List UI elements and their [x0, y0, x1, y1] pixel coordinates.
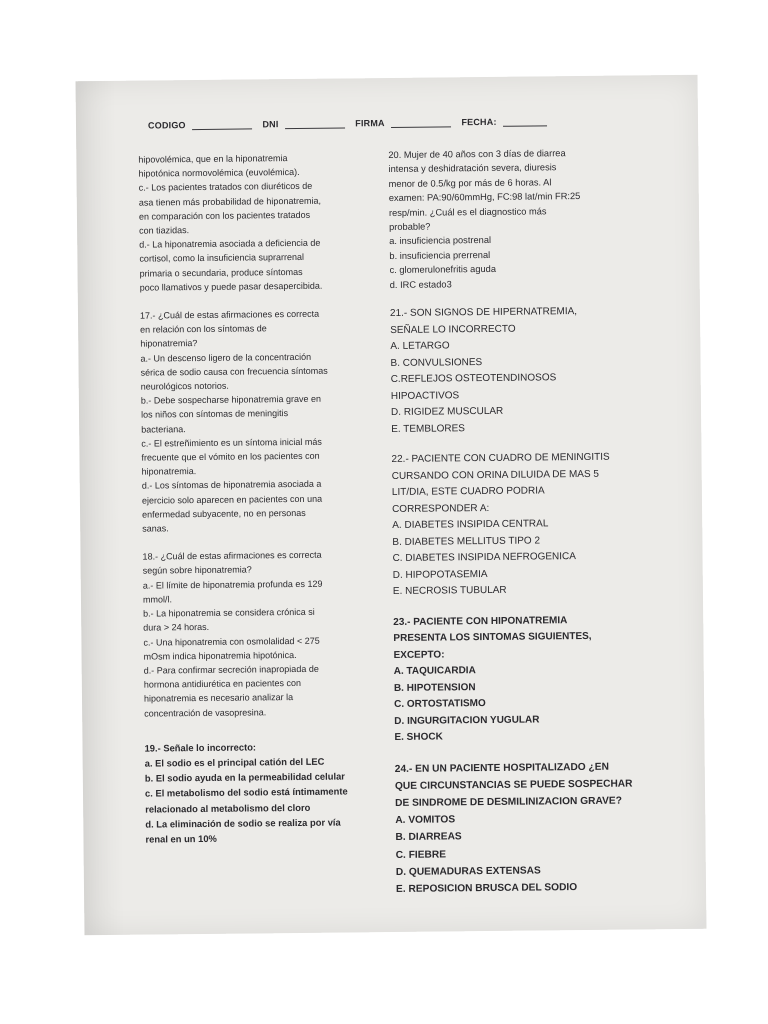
question-line: según sobre hiponatremia?: [142, 564, 252, 577]
question-line: con tiazidas.: [139, 225, 190, 236]
question-line: D. QUEMADURAS EXTENSAS: [395, 865, 541, 878]
question-line: b. El sodio ayuda en la permeabilidad celular: [144, 770, 345, 784]
question-line: SEÑALE LO INCORRECTO: [390, 323, 516, 336]
question-line: A. TAQUICARDIA: [393, 665, 476, 678]
question-line: enfermedad subyacente, no en personas: [142, 507, 306, 520]
question-line: E. TEMBLORES: [391, 422, 465, 435]
question-line: D. RIGIDEZ MUSCULAR: [390, 405, 504, 419]
question-16-continuation: [138, 150, 379, 295]
question-line: C. FIEBRE: [395, 849, 447, 861]
question-line: en comparación con los pacientes tratados: [138, 209, 311, 222]
dni-blank: [285, 127, 345, 129]
question-line: hiponatremia es necesario analizar la: [143, 692, 294, 704]
question-line: C. DIABETES INSIPIDA NEFROGENICA: [392, 551, 576, 565]
exam-header: [148, 116, 588, 131]
firma-blank: [391, 126, 451, 128]
question-line: neurológicos notorios.: [140, 380, 229, 392]
question-line: a.- Un descenso ligero de la concentración: [140, 351, 312, 364]
question-line: c.- El estreñimiento es un síntoma inicial más: [141, 436, 322, 449]
question-line: c. El metabolismo del sodio está íntimamente: [144, 785, 348, 799]
question-line: A. DIABETES INSIPIDA CENTRAL: [392, 518, 549, 532]
question-line: D. INGURGITACION YUGULAR: [394, 714, 540, 727]
question-23: [393, 612, 634, 747]
question-line: a. El sodio es el principal catión del LEC: [144, 755, 325, 769]
question-line: B. DIABETES MELLITUS TIPO 2: [392, 535, 541, 548]
question-line: bacteriana.: [141, 423, 186, 435]
question-line: E. REPOSICION BRUSCA DEL SODIO: [395, 882, 578, 895]
question-line: dura > 24 horas.: [143, 622, 210, 633]
question-24: [395, 758, 636, 898]
question-line: B. CONVULSIONES: [390, 356, 483, 369]
question-line: E. SHOCK: [394, 731, 443, 744]
question-line: c.- Los pacientes tratados con diuréticos de: [138, 181, 313, 194]
question-line: poco llamativos y puede pasar desapercibida.: [139, 280, 323, 293]
question-line: examen: PA:90/60mmHg, FC:98 lat/min FR:25: [388, 191, 581, 204]
question-line: A. LETARGO: [390, 340, 450, 353]
question-stem-line: 24.- EN UN PACIENTE HOSPITALIZADO ¿EN: [394, 761, 609, 775]
fecha-label: FECHA:: [461, 116, 497, 128]
question-line: EXCEPTO:: [393, 649, 445, 661]
question-line: renal en un 10%: [145, 832, 217, 845]
fecha-blank: [503, 125, 547, 126]
question-line: en relación con los síntomas de: [140, 323, 267, 335]
question-line: d.- Los síntomas de hiponatremia asociada a: [141, 479, 322, 492]
question-stem-line: hipovolémica, que en la hiponatremia: [138, 153, 288, 165]
question-line: asa tienen más probabilidad de hiponatremia,: [138, 195, 321, 208]
question-line: frecuente que el vómito en los pacientes con: [141, 450, 320, 463]
question-line: LIT/DIA, ESTE CUADRO PODRIA: [391, 485, 545, 499]
question-line: d. La eliminación de sodio se realiza por vía: [145, 816, 341, 830]
question-line: A. VOMITOS: [395, 814, 456, 827]
question-line: E. NECROSIS TUBULAR: [392, 584, 507, 598]
question-line: hipotónica normovolémica (euvolémica).: [138, 167, 300, 179]
question-line: B. HIPOTENSION: [393, 681, 476, 694]
question-stem-line: 18.- ¿Cuál de estas afirmaciones es correcta: [142, 550, 322, 562]
question-line: HIPOACTIVOS: [390, 389, 460, 402]
question-line: d.- La hiponatremia asociada a deficiencia de: [139, 237, 321, 250]
question-stem-line: 22.- PACIENTE CON CUADRO DE MENINGITIS: [391, 451, 610, 466]
question-line: C. ORTOSTATISMO: [394, 698, 486, 711]
question-line: hiponatremia?: [140, 338, 198, 350]
dni-label: DNI: [262, 119, 279, 130]
question-line: sérica de sodio causa con frecuencia síntomas: [140, 365, 328, 378]
question-line: a. insuficiencia postrenal: [389, 235, 492, 247]
question-line: b.- La hiponatremia se considera crónica si: [143, 606, 315, 619]
question-line: ejercicio solo aparecen en pacientes con una: [141, 493, 323, 506]
question-line: relacionado al metabolismo del cloro: [145, 801, 311, 815]
question-line: menor de 0.5/kg por más de 6 horas. Al: [388, 177, 552, 189]
question-line: hormona antidiurética en pacientes con: [143, 678, 302, 690]
codigo-label: CODIGO: [147, 120, 186, 131]
question-stem-line: 23.- PACIENTE CON HIPONATREMIA: [393, 614, 568, 628]
question-line: resp/min. ¿Cuál es el diagnostico más: [388, 205, 547, 218]
question-line: PRESENTA LOS SINTOMAS SIGUIENTES,: [393, 630, 592, 645]
question-21: [390, 304, 631, 439]
question-line: mOsm indica hiponatremia hipotónica.: [143, 649, 297, 662]
question-line: c.- Una hiponatremia con osmolalidad < 275: [143, 635, 320, 648]
right-column: [388, 145, 636, 912]
question-line: DE SINDROME DE DESMILINIZACION GRAVE?: [395, 795, 622, 809]
question-20: [388, 145, 629, 292]
exam-sheet: [76, 75, 707, 935]
question-line: b. insuficiencia prerrenal: [389, 249, 491, 261]
question-stem-line: 20. Mujer de 40 años con 3 días de diarrea: [388, 148, 566, 161]
question-stem-line: 19.- Señale lo incorrecto:: [144, 741, 257, 754]
question-stem-line: 17.- ¿Cuál de estas afirmaciones es correcta: [139, 308, 320, 321]
question-line: D. HIPOPOTASEMIA: [392, 568, 488, 581]
question-line: QUE CIRCUNSTANCIAS SE PUEDE SOSPECHAR: [394, 778, 633, 792]
question-22: [391, 450, 633, 601]
question-line: CURSANDO CON ORINA DILUIDA DE MAS 5: [391, 468, 600, 482]
question-line: primaria o secundaria, produce síntomas: [139, 266, 303, 279]
question-line: mmol/l.: [142, 594, 173, 605]
question-stem-line: 21.- SON SIGNOS DE HIPERNATREMIA,: [389, 306, 578, 320]
question-line: intensa y deshidratación severa, diuresis: [388, 162, 557, 175]
firma-label: FIRMA: [355, 118, 385, 129]
question-line: C.REFLEJOS OSTEOTENDINOSOS: [390, 372, 557, 386]
question-line: B. DIARREAS: [395, 831, 462, 844]
question-line: cortisol, como la insuficiencia suprarrenal: [139, 252, 305, 265]
question-line: b.- Debe sospecharse hiponatremia grave en: [140, 393, 322, 406]
question-line: concentración de vasopresina.: [144, 706, 267, 719]
question-line: CORRESPONDER A:: [391, 502, 490, 515]
codigo-blank: [192, 128, 252, 130]
question-17: [140, 306, 382, 536]
question-line: d.- Para confirmar secreción inapropiada de: [143, 663, 319, 676]
question-line: hiponatremia.: [141, 466, 197, 477]
question-line: d. IRC estado3: [389, 279, 452, 290]
question-line: sanas.: [142, 523, 169, 534]
question-18: [142, 547, 384, 720]
left-column: [138, 150, 385, 861]
question-line: a.- El límite de hiponatremia profunda es 129: [142, 578, 323, 591]
question-line: los niños con síntomas de meningitis: [140, 408, 289, 421]
question-line: c. glomerulonefritis aguda: [389, 264, 497, 276]
question-19: [144, 738, 385, 847]
question-line: probable?: [389, 221, 431, 233]
